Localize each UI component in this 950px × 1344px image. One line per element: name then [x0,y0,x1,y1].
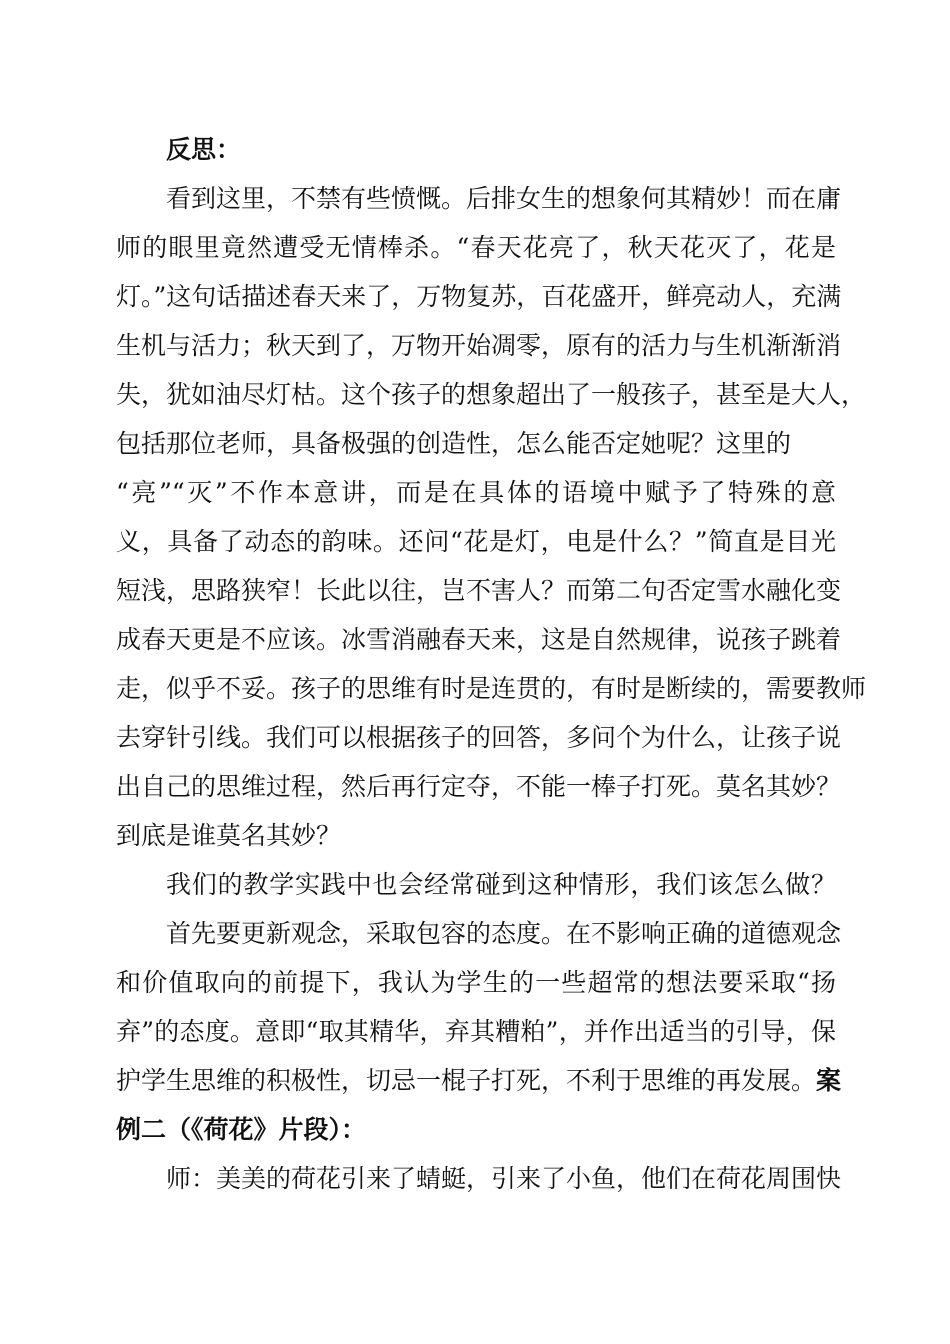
paragraph-line: 灯。”这句话描述春天来了，万物复苏，百花盛开，鲜亮动人，充满 [116,282,842,311]
paragraph-line: 我们的教学实践中也会经常碰到这种情形，我们该怎么做？ [166,870,836,899]
paragraph-line: 看到这里，不禁有些愤慨。后排女生的想象何其精妙！而在庸 [166,184,842,213]
paragraph-line: 师的眼里竟然遭受无情棒杀。“春天花亮了，秋天花灭了，花是 [116,233,836,262]
paragraph-line: 短浅，思路狭窄！长此以往，岂不害人？而第二句否定雪水融化变 [116,576,842,605]
case-label-start: 案 [816,1066,842,1095]
paragraph-line: 成春天更是不应该。冰雪消融春天来，这是自然规律，说孩子跳着 [116,625,842,654]
paragraph-line: 师：美美的荷花引来了蜻蜓，引来了小鱼，他们在荷花周围快 [166,1164,842,1193]
paragraph-line: 护学生思维的积极性，切忌一棍子打死，不利于思维的再发展。 [116,1066,817,1095]
section-heading: 反思： [166,135,242,164]
paragraph-line: 义，具备了动态的韵味。还问“花是灯，电是什么？”简直是目光 [116,527,836,556]
paragraph-line: 首先要更新观念，采取包容的态度。在不影响正确的道德观念 [166,919,842,948]
paragraph-line: 出自己的思维过程，然后再行定夺，不能一棒子打死。莫名其妙？ [116,772,842,801]
case-label: 例二（《荷花》片段）： [116,1115,367,1144]
paragraph-line: 生机与活力；秋天到了，万物开始凋零，原有的活力与生机渐渐消 [116,331,842,360]
paragraph-line: 包括那位老师，具备极强的创造性，怎么能否定她呢？这里的 [116,429,792,458]
paragraph-line: 到底是谁莫名其妙？ [116,821,342,850]
paragraph-line: “亮”“灭”不作本意讲，而是在具体的语境中赋予了特殊的意 [116,478,836,507]
paragraph-line-with-case-start [116,1064,842,1098]
paragraph-line: 走，似乎不妥。孩子的思维有时是连贯的，有时是断续的，需要教师 [116,674,867,703]
paragraph-line: 去穿针引线。我们可以根据孩子的回答，多问个为什么，让孩子说 [116,723,842,752]
paragraph-line: 失，犹如油尽灯枯。这个孩子的想象超出了一般孩子，甚至是大人， [116,380,867,409]
paragraph-line: 弃”的态度。意即“取其精华，弃其糟粕”，并作出适当的引导，保 [116,1017,836,1046]
paragraph-line: 和价值取向的前提下，我认为学生的一些超常的想法要采取“扬 [116,968,836,997]
